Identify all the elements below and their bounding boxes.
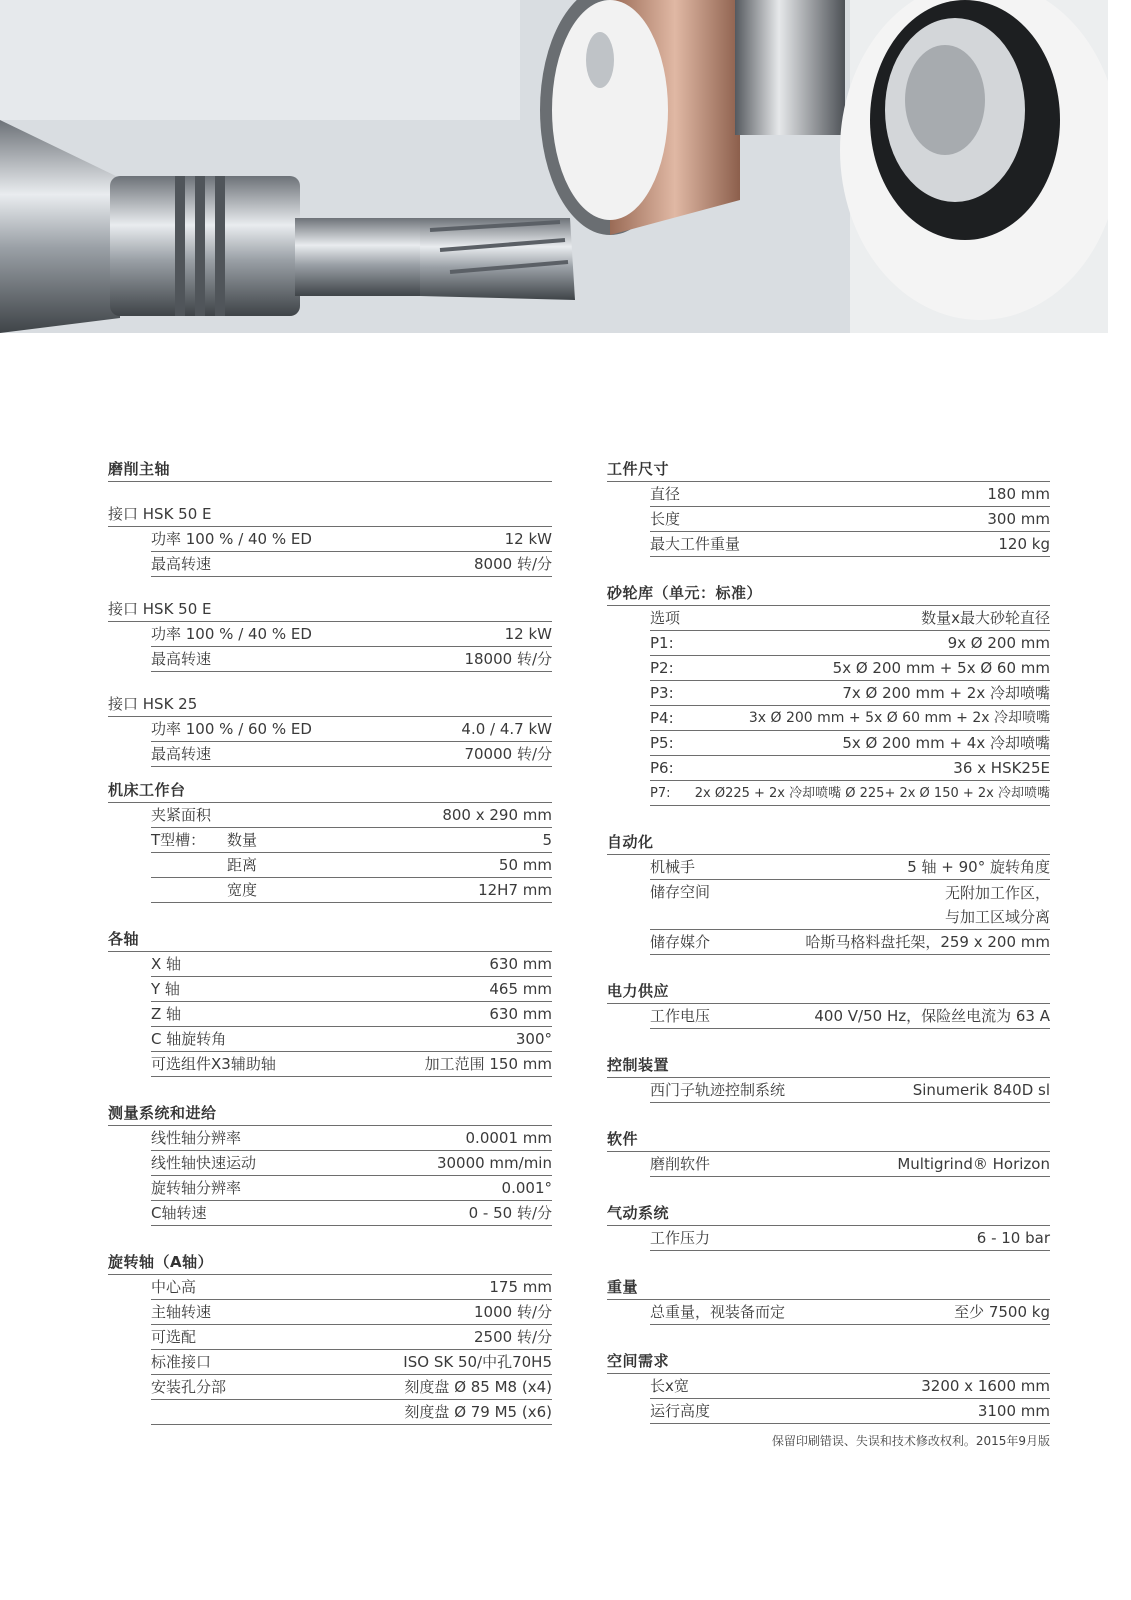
spec-value: 630 mm xyxy=(489,955,552,973)
spec-label: 夹紧面积 xyxy=(151,806,212,824)
spec-label: 储存媒介 xyxy=(650,933,711,951)
spec-value: 6 - 10 bar xyxy=(976,1229,1050,1247)
spec-row xyxy=(650,1004,1050,1029)
spec-value: 8000 转/分 xyxy=(474,555,552,573)
footnote: 保留印刷错误、失误和技术修改权利。2015年9月版 xyxy=(771,1434,1050,1448)
spec-label: C轴转速 xyxy=(151,1204,207,1222)
spec-value: 刻度盘 Ø 85 M8 (x4) xyxy=(404,1378,552,1396)
spec-value: 3200 x 1600 mm xyxy=(921,1377,1050,1395)
spec-value: 9x Ø 200 mm xyxy=(947,634,1050,652)
left-spec-column xyxy=(108,457,552,1425)
spec-row xyxy=(650,930,1050,955)
spec-label: 最高转速 xyxy=(151,745,212,763)
spec-row xyxy=(650,606,1050,631)
spec-value: 175 mm xyxy=(489,1278,552,1296)
spec-value: 3100 mm xyxy=(977,1402,1050,1420)
section-control xyxy=(607,1053,1050,1103)
spec-value: 与加工区域分离 xyxy=(944,908,1050,926)
section-power-supply xyxy=(607,979,1050,1029)
spec-row xyxy=(151,1350,552,1375)
spec-label: 储存空间 xyxy=(650,883,711,901)
spec-value: 12H7 mm xyxy=(478,881,552,899)
section-space-requirements xyxy=(607,1349,1050,1424)
section-title: 软件 xyxy=(607,1127,1050,1152)
spec-label: P6: xyxy=(650,759,674,777)
spec-row xyxy=(650,1078,1050,1103)
spec-row xyxy=(151,552,552,577)
spec-label: P2: xyxy=(650,659,674,677)
spec-label: 功率 100 % / 40 % ED xyxy=(151,530,312,548)
spec-label: 西门子轨迹控制系统 xyxy=(650,1081,786,1099)
spec-label: 线性轴快速运动 xyxy=(151,1154,257,1172)
hero-photo xyxy=(0,0,1108,333)
spec-sublabel: 距离 xyxy=(227,856,258,874)
section-title: 机床工作台 xyxy=(108,778,552,803)
spec-row xyxy=(650,731,1050,756)
spec-row xyxy=(650,507,1050,532)
spec-value: 0 - 50 转/分 xyxy=(468,1204,552,1222)
spec-value: 至少 7500 kg xyxy=(954,1303,1050,1321)
section-wheel-magazine xyxy=(607,581,1050,806)
spec-label: 功率 100 % / 60 % ED xyxy=(151,720,312,738)
spec-label: 标准接口 xyxy=(151,1353,212,1371)
spec-label: 中心高 xyxy=(151,1278,197,1296)
spec-label: 总重量，视装备而定 xyxy=(650,1303,786,1321)
section-software xyxy=(607,1127,1050,1177)
spec-value: 300 mm xyxy=(987,510,1050,528)
spec-label: C 轴旋转角 xyxy=(151,1030,227,1048)
spec-value: Multigrind® Horizon xyxy=(897,1155,1050,1173)
spindle-interface: 接口 HSK 25 xyxy=(108,692,552,717)
spec-value: 0.0001 mm xyxy=(465,1129,552,1147)
section-grinding-spindle xyxy=(108,457,552,767)
spec-value: 2500 转/分 xyxy=(474,1328,552,1346)
spec-value: 0.001° xyxy=(501,1179,552,1197)
section-rotary-axis xyxy=(108,1250,552,1425)
spec-sublabel: 宽度 xyxy=(227,881,258,899)
spec-value: 36 x HSK25E xyxy=(953,759,1050,777)
spec-label: P3: xyxy=(650,684,674,702)
spec-value: 无附加工作区， xyxy=(944,884,1050,902)
spec-value: 5x Ø 200 mm + 5x Ø 60 mm xyxy=(832,659,1050,677)
spec-label: 工作电压 xyxy=(650,1007,711,1025)
spec-row xyxy=(151,1275,552,1300)
spec-row xyxy=(650,1152,1050,1177)
spec-label: P1: xyxy=(650,634,674,652)
spec-label: 可选组件X3辅助轴 xyxy=(151,1055,276,1073)
spec-row xyxy=(650,880,1050,930)
spec-row xyxy=(151,1325,552,1350)
section-workpiece-size xyxy=(607,457,1050,557)
spec-value: 5 xyxy=(542,831,552,849)
spec-label: 最高转速 xyxy=(151,555,212,573)
spec-label: 工作压力 xyxy=(650,1229,711,1247)
section-title: 各轴 xyxy=(108,927,552,952)
spec-row xyxy=(151,1052,552,1077)
spec-label: 最大工件重量 xyxy=(650,535,741,553)
spec-row xyxy=(650,532,1050,557)
spec-value: 哈斯马格料盘托架，259 x 200 mm xyxy=(805,933,1050,951)
spec-value: 70000 转/分 xyxy=(464,745,552,763)
grinding-machine-illustration xyxy=(0,0,1108,333)
spec-value: 加工范围 150 mm xyxy=(424,1055,552,1073)
spec-row xyxy=(151,1176,552,1201)
section-title: 重量 xyxy=(607,1275,1050,1300)
spec-value: 180 mm xyxy=(987,485,1050,503)
section-axes xyxy=(108,927,552,1077)
spec-row xyxy=(151,1375,552,1400)
section-title: 旋转轴（A轴） xyxy=(108,1250,552,1275)
spec-label: 直径 xyxy=(650,485,681,503)
section-title: 砂轮库（单元：标准） xyxy=(607,581,1050,606)
spec-value: 数量x最大砂轮直径 xyxy=(921,609,1050,627)
spec-row xyxy=(650,1226,1050,1251)
spec-label: 运行高度 xyxy=(650,1402,711,1420)
section-title: 空间需求 xyxy=(607,1349,1050,1374)
spec-label: T型槽： xyxy=(151,831,206,849)
spec-value: Sinumerik 840D sl xyxy=(912,1081,1050,1099)
spec-value: 12 kW xyxy=(504,625,552,643)
spec-label: 长度 xyxy=(650,510,681,528)
spec-label: 机械手 xyxy=(650,858,696,876)
spec-label: 可选配 xyxy=(151,1328,197,1346)
spec-label: Z 轴 xyxy=(151,1005,182,1023)
section-title: 磨削主轴 xyxy=(108,457,552,482)
spec-row xyxy=(151,1027,552,1052)
spec-row xyxy=(151,878,552,903)
spec-value: 4.0 / 4.7 kW xyxy=(461,720,552,738)
spec-row xyxy=(151,1201,552,1226)
section-title: 气动系统 xyxy=(607,1201,1050,1226)
section-title: 工件尺寸 xyxy=(607,457,1050,482)
spec-value: 50 mm xyxy=(498,856,552,874)
spec-label: X 轴 xyxy=(151,955,182,973)
spec-value: 300° xyxy=(515,1030,552,1048)
spec-value: 3x Ø 200 mm + 5x Ø 60 mm + 2x 冷却喷嘴 xyxy=(748,710,1050,726)
spec-value: 2x Ø225 + 2x 冷却喷嘴 Ø 225+ 2x Ø 150 + 2x 冷却喷嘴 xyxy=(694,786,1050,801)
spindle-interface: 接口 HSK 50 E xyxy=(108,502,552,527)
spec-row xyxy=(151,952,552,977)
spec-value: 刻度盘 Ø 79 M5 (x6) xyxy=(404,1403,552,1421)
spec-value: 7x Ø 200 mm + 2x 冷却喷嘴 xyxy=(842,684,1050,702)
spec-row xyxy=(151,1151,552,1176)
spec-label: P7: xyxy=(650,786,671,801)
spec-label: 线性轴分辨率 xyxy=(151,1129,242,1147)
spec-label: 磨削软件 xyxy=(650,1155,711,1173)
spec-row xyxy=(151,647,552,672)
spec-row xyxy=(151,828,552,853)
spec-row xyxy=(650,1374,1050,1399)
spec-value: 5x Ø 200 mm + 4x 冷却喷嘴 xyxy=(842,734,1050,752)
section-title: 电力供应 xyxy=(607,979,1050,1004)
spec-row xyxy=(650,781,1050,806)
spec-row xyxy=(151,1002,552,1027)
spec-label: 安装孔分部 xyxy=(151,1378,227,1396)
spec-value: 630 mm xyxy=(489,1005,552,1023)
spec-row xyxy=(650,706,1050,731)
spec-row xyxy=(650,656,1050,681)
spec-label: 选项 xyxy=(650,609,681,627)
spec-value: 465 mm xyxy=(489,980,552,998)
section-pneumatics xyxy=(607,1201,1050,1251)
spec-label: 功率 100 % / 40 % ED xyxy=(151,625,312,643)
spec-row xyxy=(151,622,552,647)
section-title: 控制装置 xyxy=(607,1053,1050,1078)
spec-label: 长x宽 xyxy=(650,1377,689,1395)
spec-row xyxy=(650,1399,1050,1424)
spec-value: 400 V/50 Hz，保险丝电流为 63 A xyxy=(814,1007,1050,1025)
spec-row xyxy=(650,631,1050,656)
section-weight xyxy=(607,1275,1050,1325)
spec-row xyxy=(650,756,1050,781)
spec-label: P4: xyxy=(650,709,674,727)
spec-row xyxy=(151,527,552,552)
spec-row xyxy=(151,717,552,742)
spec-row xyxy=(650,482,1050,507)
spec-row xyxy=(151,1126,552,1151)
spec-value: ISO SK 50/中孔70H5 xyxy=(403,1353,552,1371)
spec-value: 18000 转/分 xyxy=(464,650,552,668)
spec-row xyxy=(650,855,1050,880)
spec-value: 5 轴 + 90° 旋转角度 xyxy=(907,858,1050,876)
spec-row xyxy=(151,853,552,878)
section-machine-table xyxy=(108,778,552,903)
spec-value: 1000 转/分 xyxy=(474,1303,552,1321)
spec-row xyxy=(151,1300,552,1325)
section-title: 自动化 xyxy=(607,830,1050,855)
section-measuring-feed xyxy=(108,1101,552,1226)
section-title: 测量系统和进给 xyxy=(108,1101,552,1126)
spec-label: 旋转轴分辨率 xyxy=(151,1179,242,1197)
spec-row xyxy=(151,742,552,767)
spec-row xyxy=(650,681,1050,706)
section-automation xyxy=(607,830,1050,955)
spec-value: 12 kW xyxy=(504,530,552,548)
spec-row xyxy=(151,977,552,1002)
spec-value: 120 kg xyxy=(998,535,1050,553)
spec-label: 主轴转速 xyxy=(151,1303,212,1321)
spec-label: Y 轴 xyxy=(151,980,180,998)
spec-sublabel: 数量 xyxy=(227,831,258,849)
spec-row xyxy=(650,1300,1050,1325)
spec-row xyxy=(151,803,552,828)
right-spec-column xyxy=(607,457,1050,1449)
spec-label: 最高转速 xyxy=(151,650,212,668)
spec-value: 800 x 290 mm xyxy=(442,806,552,824)
spec-label: P5: xyxy=(650,734,674,752)
spec-value: 30000 mm/min xyxy=(436,1154,552,1172)
spindle-interface: 接口 HSK 50 E xyxy=(108,597,552,622)
spec-row xyxy=(151,1400,552,1425)
